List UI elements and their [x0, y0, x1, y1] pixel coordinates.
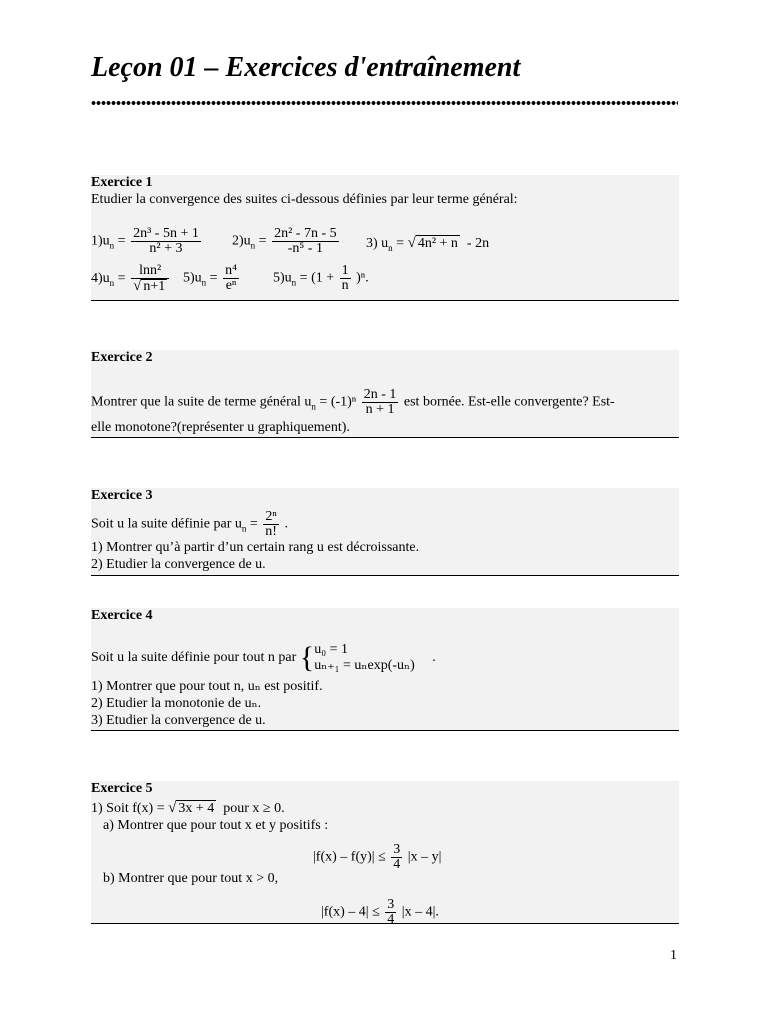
exercise-2-text-d: elle monotone?(représenter u graphiquement). [91, 420, 350, 435]
formula-1-right: |x – y| [407, 849, 442, 865]
item-4-label: 4)u [91, 271, 110, 287]
sqrt-icon: √ [407, 235, 416, 251]
exercise-5-box [91, 781, 679, 927]
exercise-2-heading: Exercice 2 [91, 350, 153, 365]
exercise-2-text-c: est bornée. Est-elle convergente? Est- [403, 394, 615, 410]
exercise-5-definition [91, 800, 285, 817]
item-5-denominator: eⁿ [225, 278, 237, 293]
exercise-4-question-1: 1) Montrer que pour tout n, uₙ est positif. [91, 679, 323, 694]
formula-2-right: |x – 4|. [401, 904, 439, 920]
exercise-4-system-line-1: u₀ = 1 [314, 642, 348, 657]
exercise-1-item-5: $5)u_n$ = $\frac{\text{n⁴}}{\text{eⁿ}}$ [183, 263, 237, 293]
item-1-numerator: 2n³ - 5n + 1 [133, 226, 199, 241]
exercise-2-numerator: 2n - 1 [363, 387, 397, 402]
exercise-5-formula-2 [321, 898, 439, 927]
exercise-5-heading: Exercice 5 [91, 781, 153, 796]
formula-2-fraction [385, 898, 396, 927]
exercise-3-fraction [263, 510, 279, 539]
exercise-3-numerator: 2ⁿ [263, 510, 279, 525]
item-1-denominator: n² + 3 [149, 241, 183, 256]
exercise-5-text-b: pour x ≥ 0. [223, 801, 285, 816]
item-5-label: 5)u [183, 270, 202, 286]
sqrt-icon: √ [133, 278, 142, 294]
exercise-5-formula-1 [313, 843, 441, 872]
dotted-separator [91, 100, 678, 106]
item-5-fraction [223, 264, 239, 293]
exercise-4-text-a: Soit u la suite définie pour tout n par [91, 650, 297, 666]
item-2-numerator: 2n² - 7n - 5 [274, 226, 337, 241]
left-brace-icon: { [299, 641, 315, 674]
exercise-4-question-2: 2) Etudier la monotonie de uₙ. [91, 696, 262, 711]
exercise-4-system-line-2: uₙ₊₁ = uₙexp(-uₙ) [314, 658, 415, 673]
item-4-numerator: lnn² [131, 264, 169, 279]
item-6-suffix: )ⁿ. [356, 270, 369, 286]
exercise-1-item-2: $2)u_n$ = $\frac{\text{2n² - 7n - 5}}{\text{-n⁵ - 1}}$ [232, 226, 337, 256]
item-6-denominator: n [341, 278, 349, 293]
exercise-4-system [314, 642, 415, 674]
exercise-5-question-a: a) Montrer que pour tout x et y positifs : [103, 818, 329, 833]
exercise-2-text-line-1: Montrer que la suite de terme général $u_n = (-1)^n$ $\frac{2n - 1}{n + 1}$ est bornée. Est-elle convergente? Est- [91, 387, 615, 417]
exercise-3-denominator: n! [265, 524, 277, 539]
page-number: 1 [670, 948, 677, 963]
formula-2-left: |f(x) – 4| ≤ [321, 904, 380, 920]
item-6-fraction [340, 264, 351, 293]
item-5-numerator: n⁴ [225, 263, 237, 278]
exercise-1-box [91, 175, 679, 301]
item-6-numerator: 1 [341, 263, 349, 278]
item-6-prefix: = (1 + [299, 270, 335, 286]
exercise-1-intro: Etudier la convergence des suites ci-dessous définies par leur terme général: [91, 192, 518, 207]
item-2-denominator: -n⁵ - 1 [287, 241, 323, 256]
page-title: Leçon 01 – Exercices d'entraînement [91, 52, 521, 83]
item-3-tail: - 2n [466, 236, 490, 251]
item-2-fraction [272, 227, 339, 256]
exercise-3-definition: Soit u la suite définie par $u_n$ = $\frac{\text{2ⁿ}}{n!}$ . [91, 509, 288, 539]
exercise-1-item-1: $1)u_n$ = $\frac{\text{2n³ - 5n + 1}}{\text{n² + 3}}$ [91, 226, 199, 256]
formula-1-left: |f(x) – f(y)| ≤ [313, 849, 386, 865]
exercise-3-heading: Exercice 3 [91, 488, 153, 503]
sqrt-icon: √ [168, 800, 177, 816]
item-1-fraction [131, 227, 201, 256]
item-6-label: 5)u [273, 270, 292, 286]
exercise-2-box [91, 350, 679, 438]
item-4-radicand: n+1 [143, 279, 166, 294]
exercise-5-radicand: 3x + 4 [178, 801, 215, 816]
exercise-3-question-2: 2) Etudier la convergence de u. [91, 557, 266, 572]
formula-2-numerator: 3 [387, 897, 395, 912]
exercise-1-heading: Exercice 1 [91, 175, 153, 190]
exercise-2-text-a: Montrer que la suite de terme général u [91, 394, 312, 410]
item-1-label: 1)u [91, 233, 110, 249]
exercise-1-item-6: $5)u_n = (1$ + $\frac{1}{n}$ )ⁿ. [273, 263, 369, 293]
exercise-2-text-b: = (-1)ⁿ [319, 394, 357, 410]
formula-1-numerator: 3 [393, 842, 401, 857]
formula-1-fraction [391, 843, 402, 872]
exercise-2-fraction [362, 388, 399, 417]
exercise-5-text-a: 1) Soit f(x) = [91, 801, 165, 816]
exercise-3-question-1: 1) Montrer qu’à partir d’un certain rang u est décroissante. [91, 540, 420, 555]
formula-1-denominator: 4 [393, 857, 401, 872]
exercise-4-definition: Soit u la suite définie pour tout n par { u₀ = 1 uₙ₊₁ = uₙexp(-uₙ) . [91, 641, 436, 674]
item-3-label: 3) u [366, 236, 389, 251]
exercise-3-text-a: Soit u la suite définie par u [91, 516, 242, 532]
item-4-fraction [131, 264, 169, 294]
exercise-4-question-3: 3) Etudier la convergence de u. [91, 713, 266, 728]
item-3-radicand: 4n² + n [417, 236, 458, 251]
exercise-1-item-3: 3) $u_n$ = √ 4n² + n - 2n [366, 235, 490, 253]
item-4-denominator [131, 279, 169, 294]
formula-2-denominator: 4 [387, 912, 395, 927]
exercise-2-denominator: n + 1 [365, 402, 395, 417]
exercise-1-item-4: $4)u_n$ = $\frac{\text{lnn²}}{√ n+1}$ [91, 264, 171, 294]
item-2-label: 2)u [232, 233, 251, 249]
exercise-4-box [91, 608, 679, 731]
exercise-5-question-b: b) Montrer que pour tout x > 0, [103, 871, 279, 886]
exercise-3-box [91, 488, 679, 576]
exercise-4-heading: Exercice 4 [91, 608, 153, 623]
